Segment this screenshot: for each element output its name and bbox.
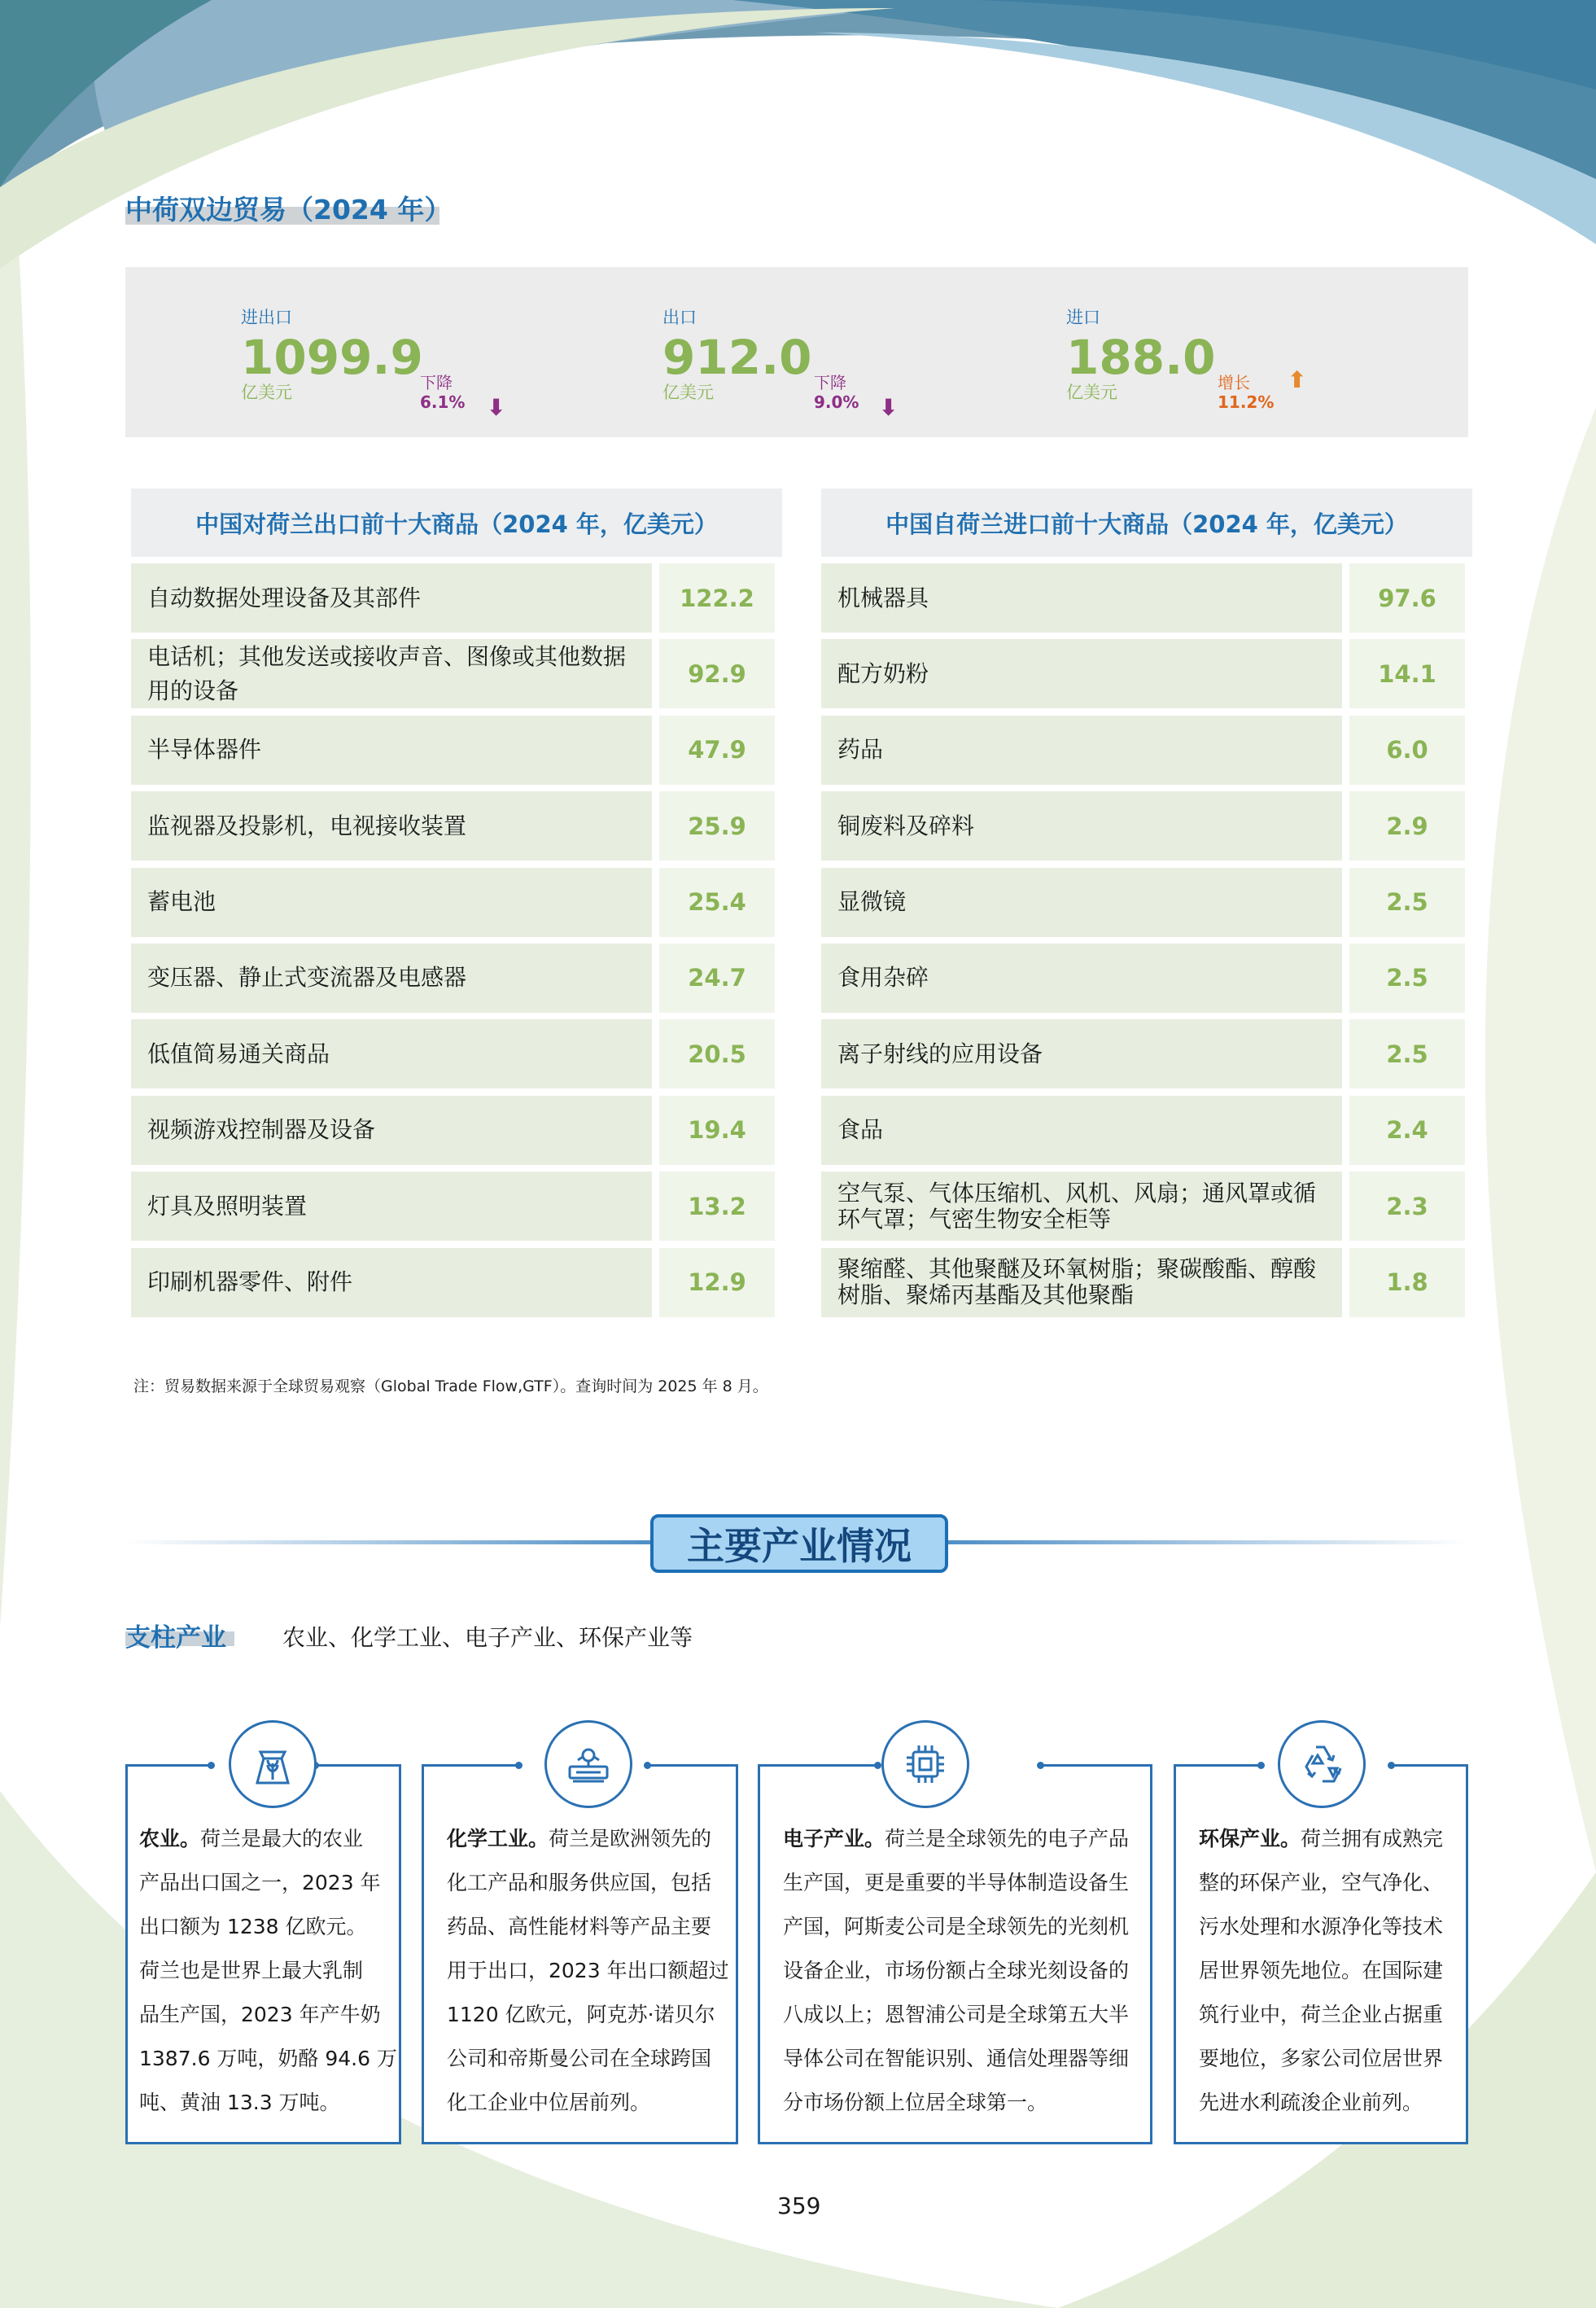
table-row — [131, 868, 782, 937]
table-row — [821, 868, 1472, 937]
industry-card-agriculture — [125, 1764, 401, 2144]
commodity-name: 电话机；其他发送或接收声音、图像或其他数据用的设备 — [131, 639, 652, 708]
chemistry-equipment-icon — [544, 1720, 632, 1808]
stat-change: 下降 9.0% — [814, 373, 859, 412]
commodity-name: 监视器及投影机，电视接收装置 — [131, 791, 652, 861]
commodity-name: 自动数据处理设备及其部件 — [131, 563, 652, 633]
commodity-value: 2.5 — [1349, 868, 1465, 937]
industry-card-environmental — [1174, 1764, 1468, 2144]
arrow-up-icon: ⬆ — [1288, 366, 1307, 393]
stat-export — [662, 304, 899, 421]
table-row — [131, 639, 782, 708]
commodity-name: 蓄电池 — [131, 868, 652, 937]
commodity-value: 92.9 — [659, 639, 775, 708]
stat-unit: 亿美元 — [662, 383, 714, 402]
commodity-value: 13.2 — [659, 1172, 775, 1241]
table-row — [821, 1096, 1472, 1165]
commodity-value: 14.1 — [1349, 639, 1465, 708]
wheat-sack-icon — [229, 1720, 317, 1808]
stat-total — [241, 304, 506, 421]
industry-card-chemical — [422, 1764, 738, 2144]
table-row — [821, 1248, 1472, 1317]
commodity-name: 食用杂碎 — [821, 944, 1342, 1013]
commodity-name: 配方奶粉 — [821, 639, 1342, 708]
stat-label: 进口 — [1066, 308, 1100, 327]
card-text: 环保产业。荷兰拥有成熟完 整的环保产业，空气净化、 污水处理和水源净化等技术 居世界领先地位。在国际建 筑行业中，荷兰企业占据重 要地位，多家公司位居世界 先进水利疏浚企业前列。 — [1199, 1827, 1444, 2114]
pillar-text: 农业、化学工业、电子产业、环保产业等 — [282, 1624, 693, 1651]
commodity-name: 显微镜 — [821, 868, 1342, 937]
table-row — [821, 639, 1472, 708]
table-row — [821, 563, 1472, 633]
commodity-name: 半导体器件 — [131, 716, 652, 785]
commodity-value: 122.2 — [659, 563, 775, 633]
pillar-label: 支柱产业 — [125, 1617, 226, 1653]
commodity-value: 2.9 — [1349, 791, 1465, 861]
table-row — [821, 1172, 1472, 1241]
card-text: 化学工业。荷兰是欧洲领先的 化工产品和服务供应国，包括 药品、高性能材料等产品主要 用于出口，2023 年出口额超过 1120 亿欧元，阿克苏·诺贝尔 公司和帝斯曼公司在全球跨国 化工企业中位居前列。 — [447, 1827, 729, 2114]
chip-icon — [881, 1720, 969, 1808]
table-row — [131, 1019, 782, 1088]
table-row — [821, 1019, 1472, 1088]
table-row — [821, 791, 1472, 861]
industry-card-electronics — [758, 1764, 1152, 2144]
section-title: 中荷双边贸易（2024 年） — [125, 194, 452, 226]
commodity-value: 6.0 — [1349, 716, 1465, 785]
commodity-value: 20.5 — [659, 1019, 775, 1088]
recycle-icon — [1278, 1720, 1366, 1808]
commodity-name: 聚缩醛、其他聚醚及环氧树脂；聚碳酸酯、醇酸树脂、聚烯丙基酯及其他聚酯 — [821, 1248, 1342, 1317]
arrow-down-icon: ⬇ — [487, 394, 506, 421]
page-number: 359 — [777, 2192, 821, 2219]
export-table-title: 中国对荷兰出口前十大商品（2024 年，亿美元） — [131, 488, 782, 557]
commodity-name: 离子射线的应用设备 — [821, 1019, 1342, 1088]
import-table — [821, 488, 1472, 1324]
commodity-name: 空气泵、气体压缩机、风机、风扇；通风罩或循环气罩；气密生物安全柜等 — [821, 1172, 1342, 1241]
table-row — [131, 1172, 782, 1241]
commodity-value: 2.5 — [1349, 944, 1465, 1013]
table-row — [821, 716, 1472, 785]
commodity-value: 1.8 — [1349, 1248, 1465, 1317]
stat-label: 进出口 — [241, 308, 292, 327]
commodity-name: 机械器具 — [821, 563, 1342, 633]
import-table-title: 中国自荷兰进口前十大商品（2024 年，亿美元） — [821, 488, 1472, 557]
table-row — [131, 1248, 782, 1317]
stat-label: 出口 — [662, 308, 697, 327]
arrow-down-icon: ⬇ — [879, 394, 899, 421]
commodity-value: 2.3 — [1349, 1172, 1465, 1241]
export-table — [131, 488, 782, 1324]
commodity-value: 12.9 — [659, 1248, 775, 1317]
table-row — [131, 716, 782, 785]
stat-unit: 亿美元 — [241, 383, 292, 402]
commodity-value: 19.4 — [659, 1096, 775, 1165]
card-text: 农业。荷兰是最大的农业 产品出口国之一，2023 年 出口额为 1238 亿欧元。 荷兰也是世界上最大乳制 品生产国，2023 年产牛奶 1387.6 万吨，奶酪 94.6 万 吨、黄油 13.3 万吨。 — [139, 1827, 397, 2114]
table-row — [131, 1096, 782, 1165]
stat-change: 下降 6.1% — [420, 373, 466, 412]
commodity-name: 药品 — [821, 716, 1342, 785]
commodity-name: 灯具及照明装置 — [131, 1172, 652, 1241]
card-text: 电子产业。荷兰是全球领先的电子产品 生产国，更是重要的半导体制造设备生 产国，阿斯麦公司是全球领先的光刻机 设备企业，市场份额占全球光刻设备的 八成以上；恩智浦公司是全球第五大半 导体公司在智能识别、通信处理器等细 分市场份额上位居全球第一。 — [783, 1827, 1130, 2114]
commodity-name: 食品 — [821, 1096, 1342, 1165]
commodity-value: 2.5 — [1349, 1019, 1465, 1088]
commodity-value: 24.7 — [659, 944, 775, 1013]
stat-value: 1099.9 — [241, 330, 423, 385]
table-row — [131, 563, 782, 633]
source-note: 注：贸易数据来源于全球贸易观察（Global Trade Flow,GTF）。查询时间为 2025 年 8 月。 — [133, 1377, 768, 1395]
stat-value: 188.0 — [1066, 330, 1216, 385]
table-row — [131, 944, 782, 1013]
stat-unit: 亿美元 — [1066, 383, 1117, 402]
commodity-value: 25.4 — [659, 868, 775, 937]
commodity-name: 印刷机器零件、附件 — [131, 1248, 652, 1317]
trade-stats-panel — [125, 267, 1468, 437]
commodity-name: 低值简易通关商品 — [131, 1019, 652, 1088]
commodity-value: 47.9 — [659, 716, 775, 785]
table-row — [131, 791, 782, 861]
commodity-name: 视频游戏控制器及设备 — [131, 1096, 652, 1165]
stat-import — [1066, 304, 1307, 412]
stat-value: 912.0 — [662, 330, 812, 385]
commodity-name: 变压器、静止式变流器及电感器 — [131, 944, 652, 1013]
stat-change: 增长 11.2% — [1218, 373, 1275, 412]
commodity-value: 25.9 — [659, 791, 775, 861]
commodity-value: 97.6 — [1349, 563, 1465, 633]
table-row — [821, 944, 1472, 1013]
commodity-name: 铜废料及碎料 — [821, 791, 1342, 861]
section-banner: 主要产业情况 — [650, 1514, 948, 1573]
commodity-value: 2.4 — [1349, 1096, 1465, 1165]
